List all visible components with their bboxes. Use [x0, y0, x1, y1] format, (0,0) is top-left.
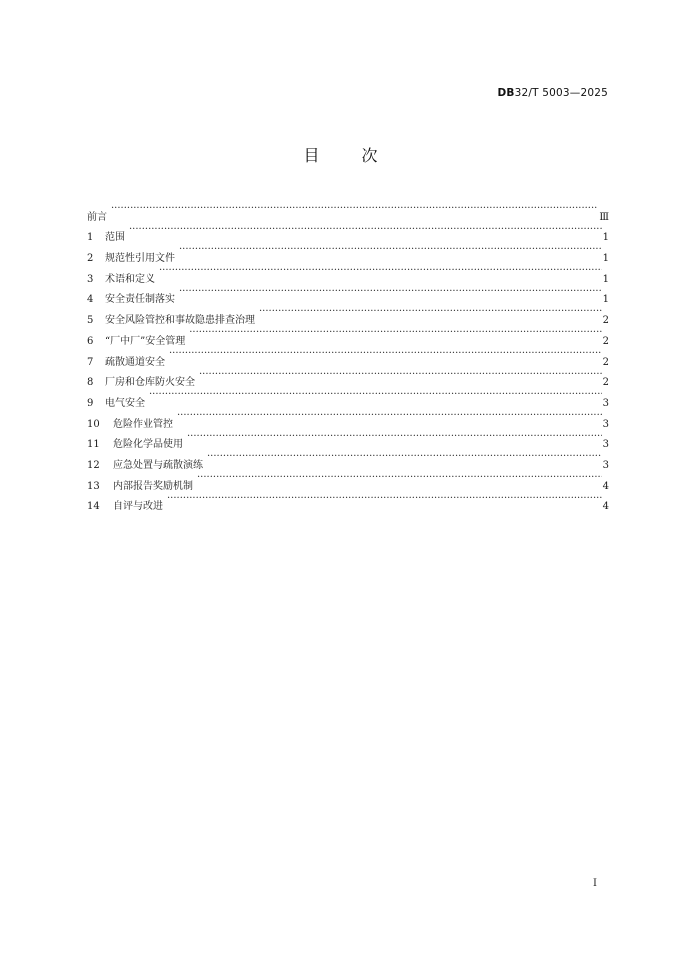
toc-dot-leader — [179, 282, 602, 303]
toc-entry-page: 2 — [602, 377, 609, 389]
toc-entry-page: 3 — [602, 439, 609, 451]
document-code — [497, 87, 608, 99]
document-code-prefix: DB — [497, 87, 515, 99]
toc-entry-page: 1 — [602, 273, 609, 285]
toc-entry-label: 安全责任制落实 — [105, 294, 175, 306]
toc-entry-page: 3 — [602, 459, 609, 471]
toc-dot-leader — [159, 261, 602, 282]
toc-entry-page: 3 — [602, 397, 609, 409]
toc-dot-leader — [189, 323, 601, 344]
toc-entry-number: 7 — [87, 356, 94, 368]
toc-entry-label: 内部报告奖励机制 — [113, 480, 193, 492]
toc-entry-label: 厂房和仓库防火安全 — [105, 377, 195, 389]
toc-entry-number: 12 — [87, 459, 100, 471]
toc-entry-number: 13 — [87, 480, 100, 492]
toc-entry-label: “厂中厂”安全管理 — [105, 335, 186, 347]
toc-entry-label: 危险化学品使用 — [113, 439, 183, 451]
toc-entry-number: 5 — [87, 315, 94, 327]
toc-entry-page: Ⅲ — [599, 211, 609, 223]
toc-entry-label: 安全风险管控和事故隐患排查治理 — [105, 315, 255, 327]
toc-entry-label: 前言 — [87, 211, 107, 223]
toc-entry[interactable] — [87, 240, 609, 265]
toc-dot-leader — [197, 468, 602, 489]
toc-entry-page: 1 — [602, 232, 609, 244]
toc-entry[interactable] — [87, 406, 609, 430]
toc-dot-leader — [177, 406, 602, 427]
document-code-number: 32/T 5003—2025 — [514, 87, 608, 99]
toc-title: 目次 — [303, 146, 420, 165]
toc-dot-leader — [169, 344, 602, 365]
toc-entry[interactable] — [87, 220, 609, 244]
toc-dot-leader — [149, 385, 602, 406]
toc-entry-label: 范围 — [105, 232, 125, 244]
toc-entry[interactable] — [87, 385, 609, 409]
toc-entry-page: 2 — [602, 356, 609, 368]
toc-entry[interactable] — [87, 282, 609, 306]
toc-entry-number: 3 — [87, 273, 94, 285]
toc-dot-leader — [259, 302, 602, 323]
toc-entry-label: 危险作业管控 — [113, 418, 173, 430]
toc-entry-label: 术语和定义 — [105, 273, 155, 285]
toc-entry-number: 6 — [87, 335, 94, 347]
toc-dot-leader — [199, 365, 602, 386]
toc-entry-label: 应急处置与疏散演练 — [113, 459, 203, 471]
toc-entry-number: 1 — [87, 232, 94, 244]
toc-entry-page: 4 — [602, 501, 609, 513]
toc-dot-leader — [167, 489, 602, 510]
toc-dot-leader — [187, 427, 602, 448]
toc-entry-number: 2 — [87, 253, 94, 265]
table-of-contents — [87, 199, 609, 513]
toc-dot-leader — [111, 199, 598, 220]
toc-dot-leader — [207, 447, 602, 468]
toc-entry-label: 规范性引用文件 — [105, 253, 175, 265]
toc-dot-leader — [129, 220, 602, 241]
toc-entry[interactable] — [87, 199, 609, 223]
toc-entry-number: 8 — [87, 377, 94, 389]
toc-entry-page: 4 — [602, 480, 609, 492]
toc-entry-label: 疏散通道安全 — [105, 356, 165, 368]
toc-entry-number: 4 — [87, 294, 94, 306]
toc-entry-number: 11 — [87, 439, 100, 451]
toc-entry-label: 电气安全 — [105, 397, 145, 409]
toc-entry-label: 自评与改进 — [113, 501, 163, 513]
toc-entry-page: 2 — [602, 315, 609, 327]
page-number: I — [593, 878, 597, 889]
toc-entry-number: 9 — [87, 397, 94, 409]
toc-entry-number: 10 — [87, 418, 100, 430]
toc-entry-page: 2 — [602, 335, 609, 347]
toc-entry[interactable] — [87, 261, 609, 285]
toc-entry-number: 14 — [87, 501, 100, 513]
toc-dot-leader — [179, 240, 602, 261]
toc-entry-page: 1 — [602, 253, 609, 265]
toc-entry-page: 3 — [602, 418, 609, 430]
toc-entry-page: 1 — [602, 294, 609, 306]
